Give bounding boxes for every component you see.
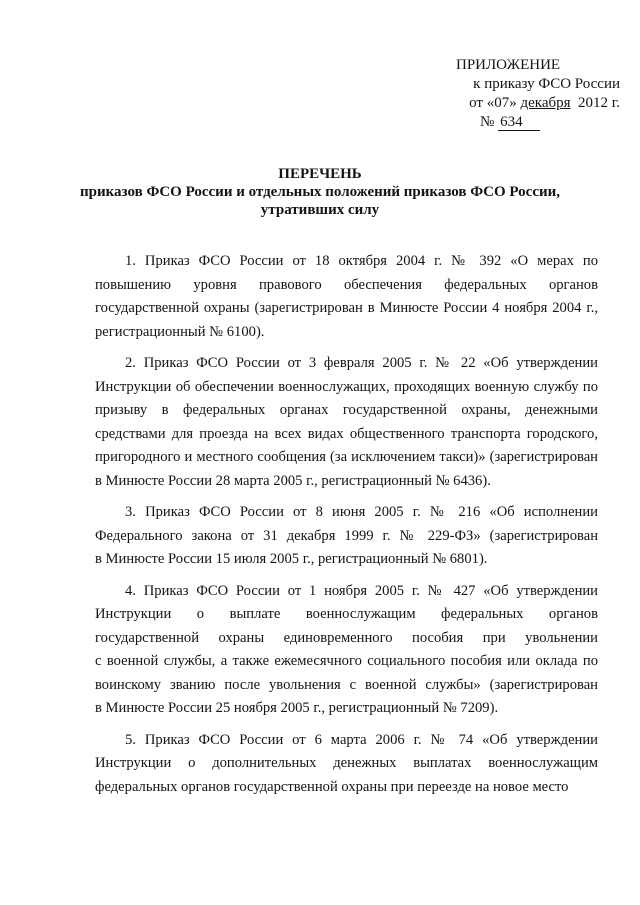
list-item-line: пригородного и местного сообщения (за исключением такси)» (зарегистрирован bbox=[95, 449, 598, 465]
title-line-2: приказов ФСО России и отдельных положений приказов ФСО России, bbox=[79, 184, 561, 200]
annex-date-year: 2012 г. bbox=[570, 95, 620, 111]
list-item-line: 4. Приказ ФСО России от 1 ноября 2005 г. № 427 «Об утверждении bbox=[125, 582, 598, 599]
list-item-line: воинскому званию после увольнения с военной службы» (зарегистрирован bbox=[95, 676, 598, 693]
list-item-line: с военной службы, а также ежемесячного социального пособия или оклада по bbox=[95, 653, 598, 669]
list-item-line: в Минюсте России 25 ноября 2005 г., регистрационный № 7209). bbox=[95, 700, 499, 716]
annex-date-mid: » bbox=[509, 95, 521, 111]
annex-date-month: декабря bbox=[520, 95, 571, 111]
list-item-line: федеральных органов государственной охраны при переезде на новое место bbox=[95, 778, 569, 795]
list-item-line: государственной охраны единовременного пособия при увольнении bbox=[95, 629, 598, 646]
title-line-3: утративших силу bbox=[260, 202, 380, 218]
document-title bbox=[0, 165, 640, 219]
list-item-line: повышению уровня правового обеспечения федеральных органов bbox=[95, 276, 598, 293]
list-item bbox=[95, 352, 598, 493]
annex-order-ref: к приказу ФСО России bbox=[473, 76, 620, 92]
list-item bbox=[95, 501, 598, 572]
list-item bbox=[95, 580, 598, 721]
list-item-line: Федерального закона от 31 декабря 1999 г. № 229-ФЗ» (зарегистрирован bbox=[95, 527, 598, 544]
list-item-line: средствами для проезда на всех видах общественного транспорта городского, bbox=[95, 425, 598, 442]
list-item bbox=[95, 729, 598, 800]
list-item-line: государственной охраны (зарегистрирован в Минюсте России 4 ноября 2004 г., bbox=[95, 300, 598, 316]
annex-number bbox=[420, 113, 620, 132]
list-item-line: в Минюсте России 28 марта 2005 г., регистрационный № 6436). bbox=[95, 472, 491, 489]
annex-date bbox=[420, 94, 620, 113]
list-item-line: 5. Приказ ФСО России от 6 марта 2006 г. № 74 «Об утверждении bbox=[125, 731, 598, 748]
list-item-line: Инструкции об обеспечении военнослужащих, проходящих военную службу по bbox=[95, 378, 598, 395]
list-item-line: 3. Приказ ФСО России от 8 июня 2005 г. № 216 «Об исполнении bbox=[125, 504, 598, 520]
annex-header bbox=[420, 56, 620, 132]
list-item-line: Инструкции о дополнительных денежных выплатах военнослужащим bbox=[95, 755, 598, 771]
list-item-line: 2. Приказ ФСО России от 3 февраля 2005 г. № 22 «Об утверждении bbox=[125, 355, 598, 371]
list-item-line: 1. Приказ ФСО России от 18 октября 2004 г. № 392 «О мерах по bbox=[125, 253, 598, 269]
list-item-line: в Минюсте России 15 июля 2005 г., регистрационный № 6801). bbox=[95, 551, 488, 567]
annex-date-day: 07 bbox=[494, 95, 510, 111]
annex-title: ПРИЛОЖЕНИЕ bbox=[456, 57, 561, 73]
items-list bbox=[95, 250, 598, 807]
list-item-line: регистрационный № 6100). bbox=[95, 323, 265, 340]
annex-number-prefix: № bbox=[480, 114, 499, 130]
list-item-line: призыву в федеральных органах государственной охраны, денежными bbox=[95, 402, 598, 418]
list-item-line: Инструкции о выплате военнослужащим федеральных органов bbox=[95, 606, 598, 622]
annex-date-prefix: от « bbox=[469, 95, 495, 111]
title-line-1: ПЕРЕЧЕНЬ bbox=[278, 166, 362, 182]
annex-number-value: 634 bbox=[498, 115, 540, 131]
list-item bbox=[95, 250, 598, 344]
